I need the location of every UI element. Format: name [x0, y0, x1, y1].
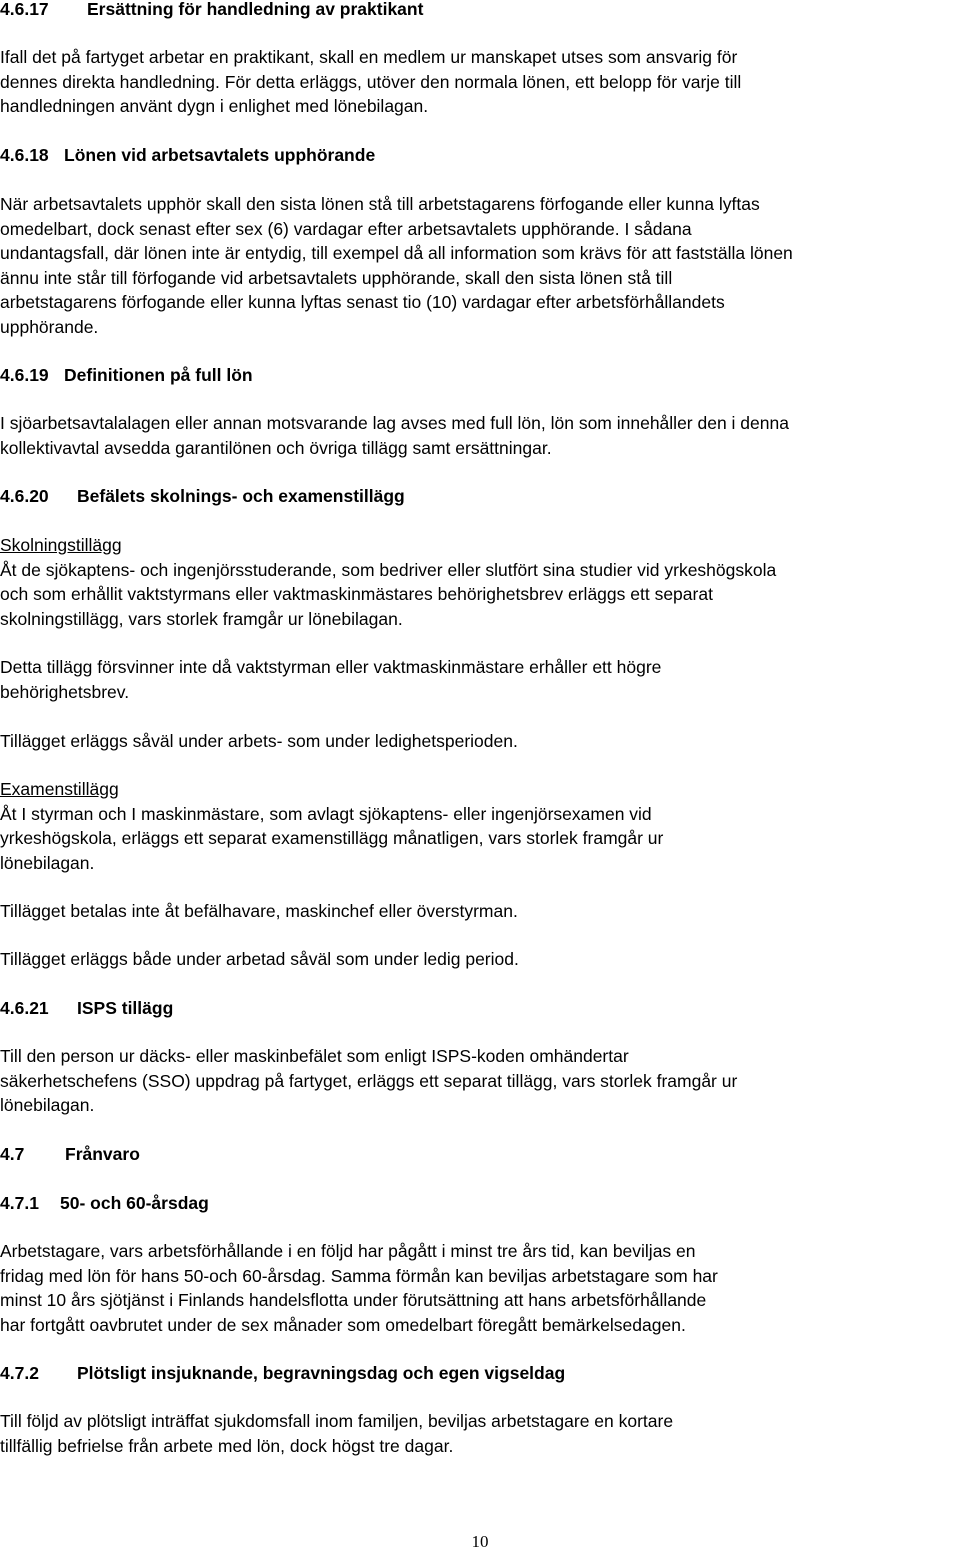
- paragraph-4-6-20-p3: [0, 729, 518, 754]
- text-line: lönebilagan.: [0, 1095, 95, 1115]
- paragraph-4-7-1: [0, 1239, 718, 1337]
- section-title: Ersättning för handledning av praktikant: [87, 0, 424, 19]
- text-line: Tillägget erläggs såväl under arbets- som under ledighetsperioden.: [0, 731, 518, 751]
- text-line: Tillägget erläggs både under arbetad såväl som under ledig period.: [0, 949, 519, 969]
- page-number: 10: [471, 1532, 489, 1551]
- text-line: minst 10 års sjötjänst i Finlands handelsflotta under förutsättning att hans arbetsförhållande: [0, 1290, 707, 1310]
- section-title: 50- och 60-årsdag: [60, 1193, 209, 1213]
- paragraph-4-6-19: [0, 411, 789, 460]
- text-line: Till följd av plötsligt inträffat sjukdomsfall inom familjen, beviljas arbetstagare en kortare: [0, 1411, 674, 1431]
- heading-4-7-1: [0, 1191, 209, 1215]
- text-line: behörighetsbrev.: [0, 681, 130, 702]
- heading-4-6-21: [0, 996, 173, 1020]
- subheading-skolningstillagg: Skolningstillägg: [0, 535, 122, 555]
- paragraph-4-6-20-p5: [0, 899, 518, 924]
- skolningstillagg-block: [0, 533, 776, 631]
- text-line: upphörande.: [0, 316, 99, 337]
- paragraph-4-6-20-p2: [0, 655, 661, 704]
- text-line: När arbetsavtalets upphör skall den sista lönen stå till arbetstagarens förfogande eller kunna lyftas: [0, 194, 760, 214]
- text-line: arbetstagarens förfogande eller kunna lyftas senast tio (10) vardagar efter arbetsförhållandets: [0, 292, 725, 312]
- paragraph-4-7-2: [0, 1409, 673, 1458]
- section-title: Frånvaro: [65, 1144, 140, 1164]
- section-number: 4.6.20: [0, 486, 49, 506]
- text-line: kollektivavtal avsedda garantilönen och övriga tillägg samt ersättningar.: [0, 437, 552, 458]
- section-number: 4.6.17: [0, 0, 49, 19]
- section-number: 4.7.2: [0, 1363, 39, 1383]
- heading-4-6-18: [0, 143, 375, 167]
- text-line: dennes direkta handledning. För detta erläggs, utöver den normala lönen, ett belopp för varje till: [0, 71, 742, 92]
- section-title: Befälets skolnings- och examenstillägg: [77, 486, 405, 506]
- section-title: Definitionen på full lön: [64, 365, 253, 385]
- heading-4-7-2: [0, 1361, 565, 1385]
- text-line: säkerhetschefens (SSO) uppdrag på fartyget, erläggs ett separat tillägg, vars storlek framgår ur: [0, 1070, 738, 1091]
- text-line: I sjöarbetsavtalalagen eller annan motsvarande lag avses med full lön, lön som innehåller den i denna: [0, 413, 789, 433]
- text-line: har fortgått oavbrutet under de sex månader som omedelbart föregått bemärkelsedagen.: [0, 1314, 686, 1335]
- text-line: undantagsfall, där lönen inte är entydig, till exempel då all information som krävs för att fastställa lönen: [0, 243, 793, 263]
- section-number: 4.7: [0, 1144, 25, 1164]
- heading-4-6-17: [0, 0, 423, 21]
- text-line: och som erhållit vaktstyrmans eller vaktmaskinmästares behörighetsbrev erläggs ett separat: [0, 584, 713, 604]
- text-line: Tillägget betalas inte åt befälhavare, maskinchef eller överstyrman.: [0, 901, 518, 921]
- section-number: 4.6.21: [0, 998, 49, 1018]
- heading-4-7: [0, 1142, 140, 1166]
- paragraph-4-6-21: [0, 1044, 737, 1118]
- text-line: Arbetstagare, vars arbetsförhållande i en följd har pågått i minst tre års tid, kan beviljas en: [0, 1241, 696, 1261]
- text-line: tillfällig befrielse från arbete med lön, dock högst tre dagar.: [0, 1435, 454, 1456]
- heading-4-6-19: [0, 363, 253, 387]
- text-line: yrkeshögskola, erläggs ett separat examenstillägg månatligen, vars storlek framgår ur: [0, 828, 664, 848]
- section-title: Plötsligt insjuknande, begravningsdag och egen vigseldag: [77, 1363, 566, 1383]
- text-line: Åt de sjökaptens- och ingenjörsstuderande, som bedriver eller slutfört sina studier vid yrkeshögskola: [0, 559, 777, 580]
- heading-4-6-20: [0, 484, 405, 508]
- paragraph-4-6-18: [0, 192, 793, 339]
- examenstillagg-block: [0, 777, 663, 875]
- text-line: Åt I styrman och I maskinmästare, som avlagt sjökaptens- eller ingenjörsexamen vid: [0, 803, 652, 824]
- section-title: Lönen vid arbetsavtalets upphörande: [64, 145, 376, 165]
- section-number: 4.7.1: [0, 1193, 39, 1213]
- paragraph-4-6-20-p6: [0, 947, 519, 972]
- text-line: Detta tillägg försvinner inte då vaktstyrman eller vaktmaskinmästare erhåller ett högre: [0, 657, 662, 677]
- section-title: ISPS tillägg: [77, 998, 174, 1018]
- text-line: fridag med lön för hans 50-och 60-årsdag. Samma förmån kan beviljas arbetstagare som har: [0, 1265, 718, 1286]
- paragraph-4-6-17: [0, 45, 741, 119]
- text-line: skolningstillägg, vars storlek framgår ur lönebilagan.: [0, 608, 403, 629]
- text-line: Ifall det på fartyget arbetar en praktikant, skall en medlem ur manskapet utses som ansvarig för: [0, 47, 738, 67]
- text-line: ännu inte står till förfogande vid arbetsavtalets upphörande, skall den sista lönen stå till: [0, 267, 673, 288]
- subheading-examenstillagg: Examenstillägg: [0, 779, 119, 799]
- text-line: omedelbart, dock senast efter sex (6) vardagar efter arbetsavtalets upphörande. I sådana: [0, 218, 692, 239]
- section-number: 4.6.19: [0, 365, 49, 385]
- section-number: 4.6.18: [0, 145, 49, 165]
- text-line: Till den person ur däcks- eller maskinbefälet som enligt ISPS-koden omhändertar: [0, 1046, 629, 1066]
- text-line: lönebilagan.: [0, 852, 95, 873]
- text-line: handledningen använt dygn i enlighet med lönebilagan.: [0, 96, 429, 116]
